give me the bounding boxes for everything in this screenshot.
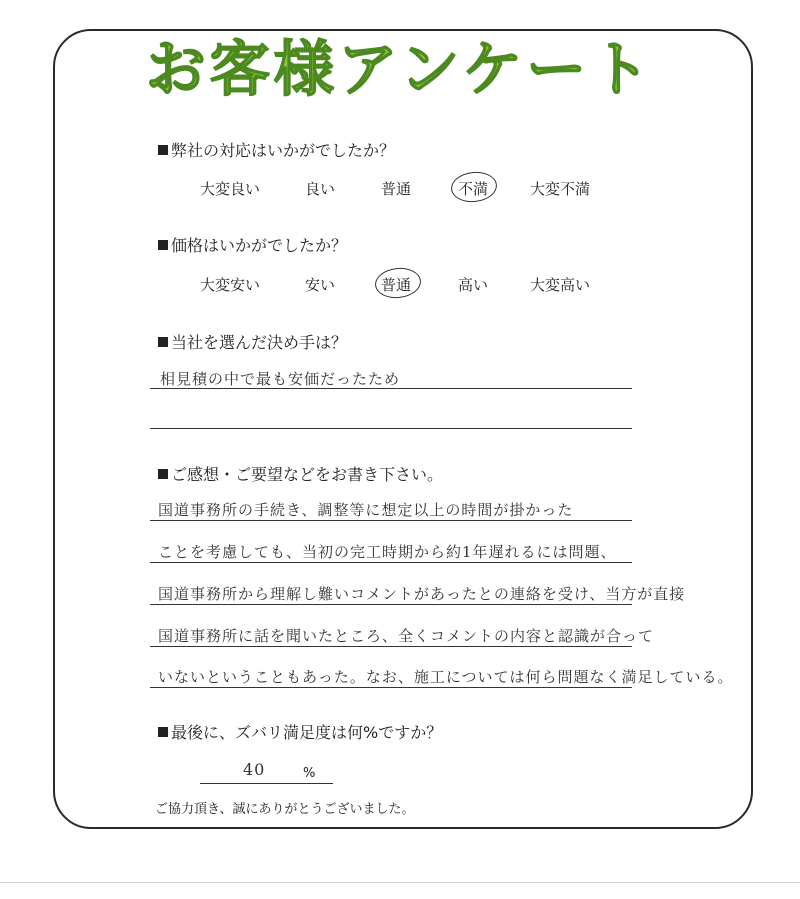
square-bullet-icon (158, 337, 168, 347)
thank-you-footer: ご協力頂き、誠にありがとうございました。 (155, 802, 415, 817)
satisfaction-value: 40 (243, 760, 266, 779)
question-3 (158, 330, 347, 353)
page-bottom-rule (0, 882, 800, 883)
q1-option-1[interactable]: 大変良い (200, 180, 261, 198)
q1-option-2[interactable]: 良い (305, 180, 336, 198)
q1-option-4[interactable]: 不満 (458, 180, 489, 198)
square-bullet-icon (158, 727, 168, 737)
q4-answer-rule-5 (150, 687, 632, 688)
square-bullet-icon (158, 145, 168, 155)
q4-answer-line-4: 国道事務所に話を聞いたところ、全くコメントの内容と認識が合って (158, 627, 655, 645)
survey-title: お客様アンケート (145, 35, 655, 105)
question-3-label: 当社を選んだ決め手は？ (171, 333, 348, 352)
q4-answer-rule-1 (150, 520, 632, 521)
question-2 (158, 233, 347, 256)
q3-answer-line-1: 相見積の中で最も安価だったため (160, 370, 401, 388)
q3-answer-rule-1 (150, 388, 632, 389)
q1-option-5[interactable]: 大変不満 (530, 180, 591, 198)
q2-option-4[interactable]: 高い (458, 276, 489, 294)
q2-option-5[interactable]: 大変高い (530, 276, 591, 294)
satisfaction-unit: % (303, 766, 316, 781)
question-1 (158, 138, 395, 161)
question-2-label: 価格はいかがでしたか？ (171, 236, 348, 255)
square-bullet-icon (158, 469, 168, 479)
q4-answer-rule-3 (150, 604, 632, 605)
question-4 (158, 462, 443, 485)
q2-option-3[interactable]: 普通 (381, 276, 412, 294)
q2-option-2[interactable]: 安い (305, 276, 336, 294)
question-5-label: 最後に、ズバリ満足度は何%ですか？ (171, 723, 443, 742)
q4-answer-rule-2 (150, 562, 632, 563)
question-1-label: 弊社の対応はいかがでしたか？ (171, 141, 396, 160)
q1-option-3[interactable]: 普通 (381, 180, 412, 198)
q3-answer-rule-2 (150, 428, 632, 429)
q4-answer-line-5: いないということもあった。なお、施工については何ら問題なく満足している。 (158, 668, 734, 686)
question-5 (158, 720, 442, 743)
q4-answer-line-1: 国道事務所の手続き、調整等に想定以上の時間が掛かった (158, 501, 574, 519)
square-bullet-icon (158, 240, 168, 250)
q2-option-1[interactable]: 大変安い (200, 276, 261, 294)
q4-answer-line-2: ことを考慮しても、当初の完工時期から約1年遅れるには問題、 (158, 543, 617, 561)
satisfaction-rule (200, 783, 333, 784)
question-4-label: ご感想・ご要望などをお書き下さい。 (171, 465, 444, 484)
q4-answer-line-3: 国道事務所から理解し難いコメントがあったとの連絡を受け、当方が直接 (158, 585, 686, 603)
q4-answer-rule-4 (150, 646, 632, 647)
